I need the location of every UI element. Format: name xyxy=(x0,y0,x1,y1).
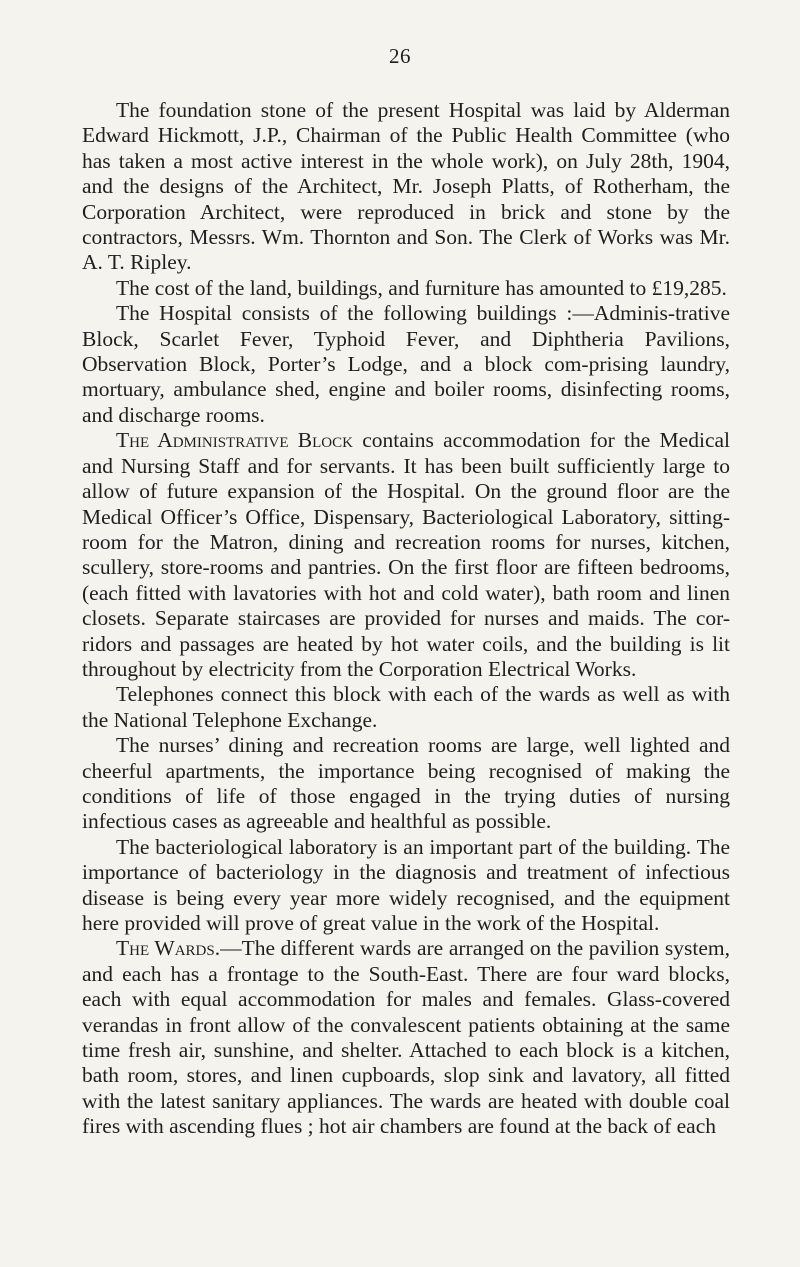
paragraph-bacteriological-laboratory: The bacteriological laboratory is an important part of the building. The importance of bacteriology in the diagnosis and treatment of infectious disease is being every year more widely recognised, and the equipment here provided will prove of great value in the work of the Hospital. xyxy=(82,834,730,935)
paragraph-wards-text: .—The different wards are arranged on the pavilion system, and each has a frontage to the South-East. There are four ward blocks, each with equal accommodation for males and females. Glass-covered verandas in front allow of the convalescent patients obtaining at the same time fresh air, sunshine, and shelter. Attached to each block is a kitchen, bath room, stores, and linen cupboards, slop sink and lavatory, all fitted with the latest sanitary appliances. The wards are heated with double coal fires with ascending flues ; hot air chambers are found at the back of each xyxy=(82,936,730,1139)
page-number: 26 xyxy=(389,44,411,68)
paragraph-administrative-block xyxy=(82,428,730,682)
paragraph-nurses-rooms: The nurses’ dining and recreation rooms are large, well lighted and cheerful apartments, the importance being recognised of making the conditions of life of those engaged in the trying duties of nursing infectious cases as agreeable and healthful as possible. xyxy=(82,733,730,834)
paragraph-telephones: Telephones connect this block with each of the wards as well as with the National Telephone Exchange. xyxy=(82,682,730,732)
section-heading-wards: The Wards xyxy=(116,936,215,961)
paragraph-administrative-block-text: contains accommodation for the Medical and Nursing Staff and for servants. It has been built sufficiently large to allow of future expansion of the Hospital. On the ground floor are the Medical Officer’s Office, Dispensary, Bacteriological Laboratory, sitting-room for the Matron, dining and recreation rooms for nurses, kitchen, scullery, store-rooms and pantries. On the first floor are fifteen bedrooms, (each fitted with lavatories with hot and cold water), bath room and linen closets. Separate staircases are provided for nurses and maids. The cor-ridors and passages are heated by hot water coils, and the building is lit throughout by electricity from the Corporation Electrical Works. xyxy=(82,428,730,681)
paragraph-wards xyxy=(82,936,730,1139)
paragraph-cost: The cost of the land, buildings, and furniture has amounted to £19,285. xyxy=(116,275,727,300)
paragraph-buildings-list: The Hospital consists of the following buildings :—Adminis-trative Block, Scarlet Fever, Typhoid Fever, and Diphtheria Pavilions, Observation Block, Porter’s Lodge, and a block com-prising laundry, mortuary, ambulance shed, engine and boiler rooms, disinfecting rooms, and discharge rooms. xyxy=(82,301,730,427)
paragraph-foundation-stone: The foundation stone of the present Hospital was laid by Alderman Edward Hickmott, J.P., Chairman of the Public Health Committee (who has taken a most active interest in the whole work), on July 28th, 1904, and the designs of the Architect, Mr. Joseph Platts, of Rotherham, the Corporation Architect, were reproduced in brick and stone by the contractors, Messrs. Wm. Thornton and Son. The Clerk of Works was Mr. A. T. Ripley. xyxy=(82,98,730,275)
document-body xyxy=(82,98,730,1140)
section-heading-administrative-block: The Administrative Block xyxy=(116,428,353,453)
